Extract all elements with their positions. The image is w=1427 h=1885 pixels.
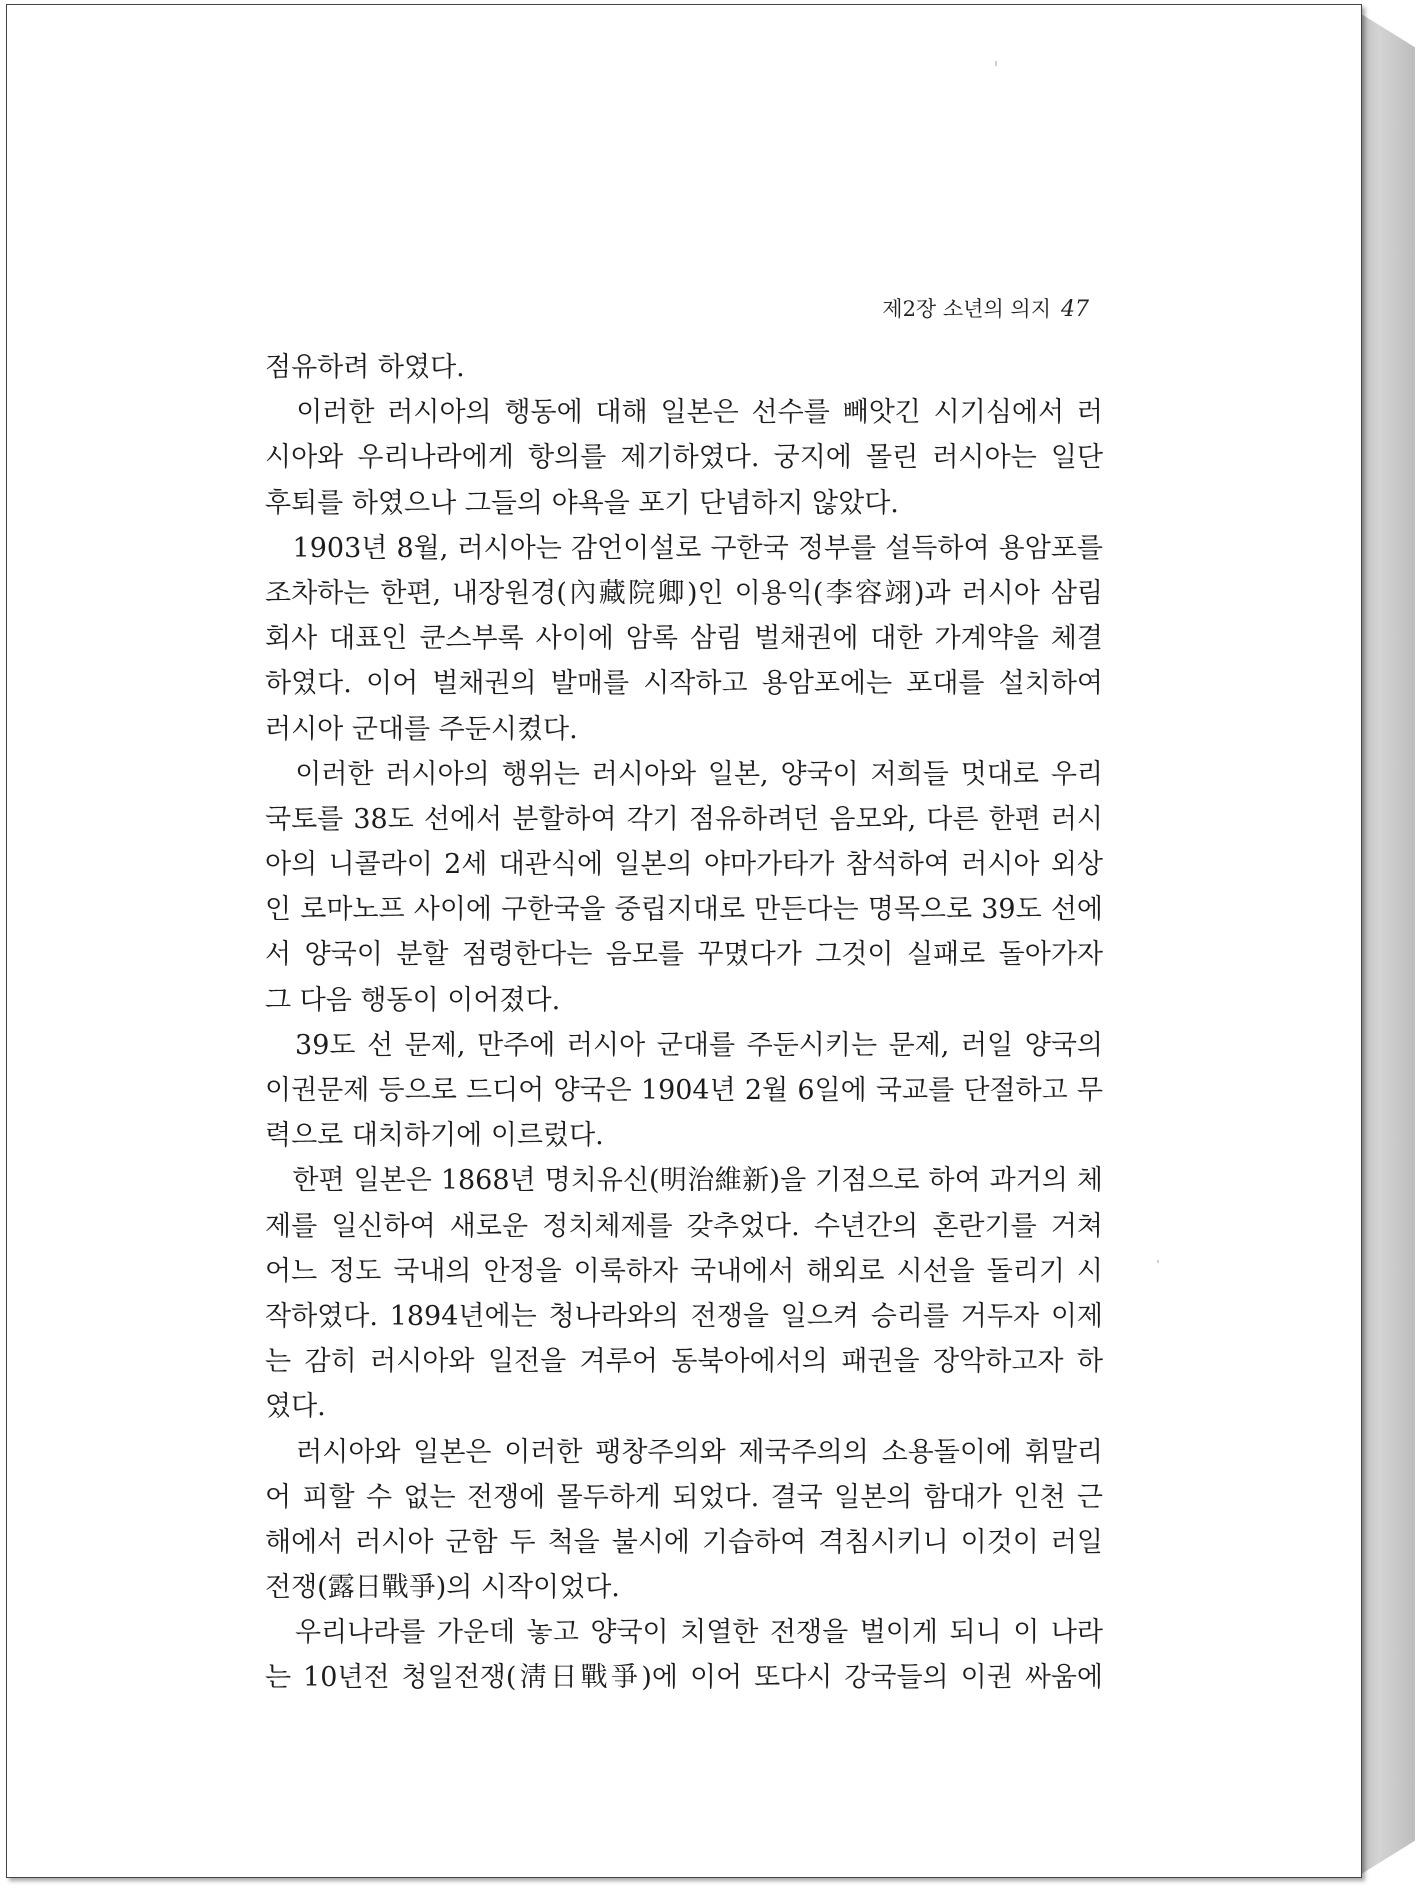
body-text <box>265 345 1103 1701</box>
text-line: 이러한 러시아의 행동에 대해 일본은 선수를 빼앗긴 시기심에서 러 <box>265 397 1103 429</box>
text-line: 러시아 군대를 주둔시켰다. <box>265 713 578 745</box>
text-line: 는 10년전 청일전쟁(淸日戰爭)에 이어 또다시 강국들의 이권 싸움에 <box>265 1662 1103 1694</box>
text-line: 하였다. 이어 벌채권의 발매를 시작하고 용암포에는 포대를 설치하여 <box>265 668 1103 700</box>
text-line: 제를 일신하여 새로운 정치체제를 갖추었다. 수년간의 혼란기를 거쳐 <box>265 1210 1103 1242</box>
page-number: 47 <box>1061 297 1089 322</box>
text-line: 어느 정도 국내의 안정을 이룩하자 국내에서 해외로 시선을 돌리기 시 <box>265 1255 1103 1287</box>
text-line: 조차하는 한편, 내장원경(內藏院卿)인 이용익(李容翊)과 러시아 삼림 <box>265 577 1103 609</box>
text-line: 시아와 우리나라에게 항의를 제기하였다. 궁지에 몰린 러시아는 일단 <box>265 442 1103 474</box>
page-stack-edge <box>1355 10 1415 1878</box>
text-line: 그 다음 행동이 이어졌다. <box>265 984 561 1016</box>
text-line: 러시아와 일본은 이러한 팽창주의와 제국주의의 소용돌이에 휘말리 <box>265 1436 1103 1468</box>
text-line: 39도 선 문제, 만주에 러시아 군대를 주둔시키는 문제, 러일 양국의 <box>265 1029 1103 1061</box>
scan-speck <box>995 61 997 66</box>
text-line: 어 피할 수 없는 전쟁에 몰두하게 되었다. 결국 일본의 함대가 인천 근 <box>265 1481 1103 1513</box>
text-line: 였다. <box>265 1391 326 1423</box>
text-line: 점유하려 하였다. <box>265 352 465 383</box>
text-line: 는 감히 러시아와 일전을 겨루어 동북아에서의 패권을 장악하고자 하 <box>265 1346 1103 1378</box>
text-line: 회사 대표인 쿤스부록 사이에 암록 삼림 벌채권에 대한 가계약을 체결 <box>265 623 1103 655</box>
chapter-title: 제2장 소년의 의지 <box>882 297 1051 321</box>
text-line: 아의 니콜라이 2세 대관식에 일본의 야마가타가 참석하여 러시아 외상 <box>265 849 1103 881</box>
text-line: 우리나라를 가운데 놓고 양국이 치열한 전쟁을 벌이게 되니 이 나라 <box>265 1617 1103 1649</box>
text-line: 이권문제 등으로 드디어 양국은 1904년 2월 6일에 국교를 단절하고 무 <box>265 1075 1103 1106</box>
text-line: 서 양국이 분할 점령한다는 음모를 꾸몄다가 그것이 실패로 돌아가자 <box>265 939 1103 971</box>
text-line: 국토를 38도 선에서 분할하여 각기 점유하려던 음모와, 다른 한편 러시 <box>265 803 1103 835</box>
text-line: 작하였다. 1894년에는 청나라와의 전쟁을 일으켜 승리를 거두자 이제 <box>265 1300 1103 1332</box>
book-page <box>6 4 1362 1878</box>
running-header <box>847 293 1089 323</box>
text-line: 1903년 8월, 러시아는 감언이설로 구한국 정부를 설득하여 용암포를 <box>265 532 1103 564</box>
text-line: 력으로 대치하기에 이르렀다. <box>265 1120 604 1152</box>
text-line: 후퇴를 하였으나 그들의 야욕을 포기 단념하지 않았다. <box>265 487 899 519</box>
text-line: 이러한 러시아의 행위는 러시아와 일본, 양국이 저희들 멋대로 우리 <box>265 758 1103 790</box>
text-line: 인 로마노프 사이에 구한국을 중립지대로 만든다는 명목으로 39도 선에 <box>265 894 1103 926</box>
text-line: 해에서 러시아 군함 두 척을 불시에 기습하여 격침시키니 이것이 러일 <box>265 1526 1103 1558</box>
text-line: 전쟁(露日戰爭)의 시작이었다. <box>265 1572 620 1604</box>
scan-speck <box>1157 1260 1159 1263</box>
text-line: 한편 일본은 1868년 명치유신(明治維新)을 기점으로 하여 과거의 체 <box>265 1165 1103 1197</box>
